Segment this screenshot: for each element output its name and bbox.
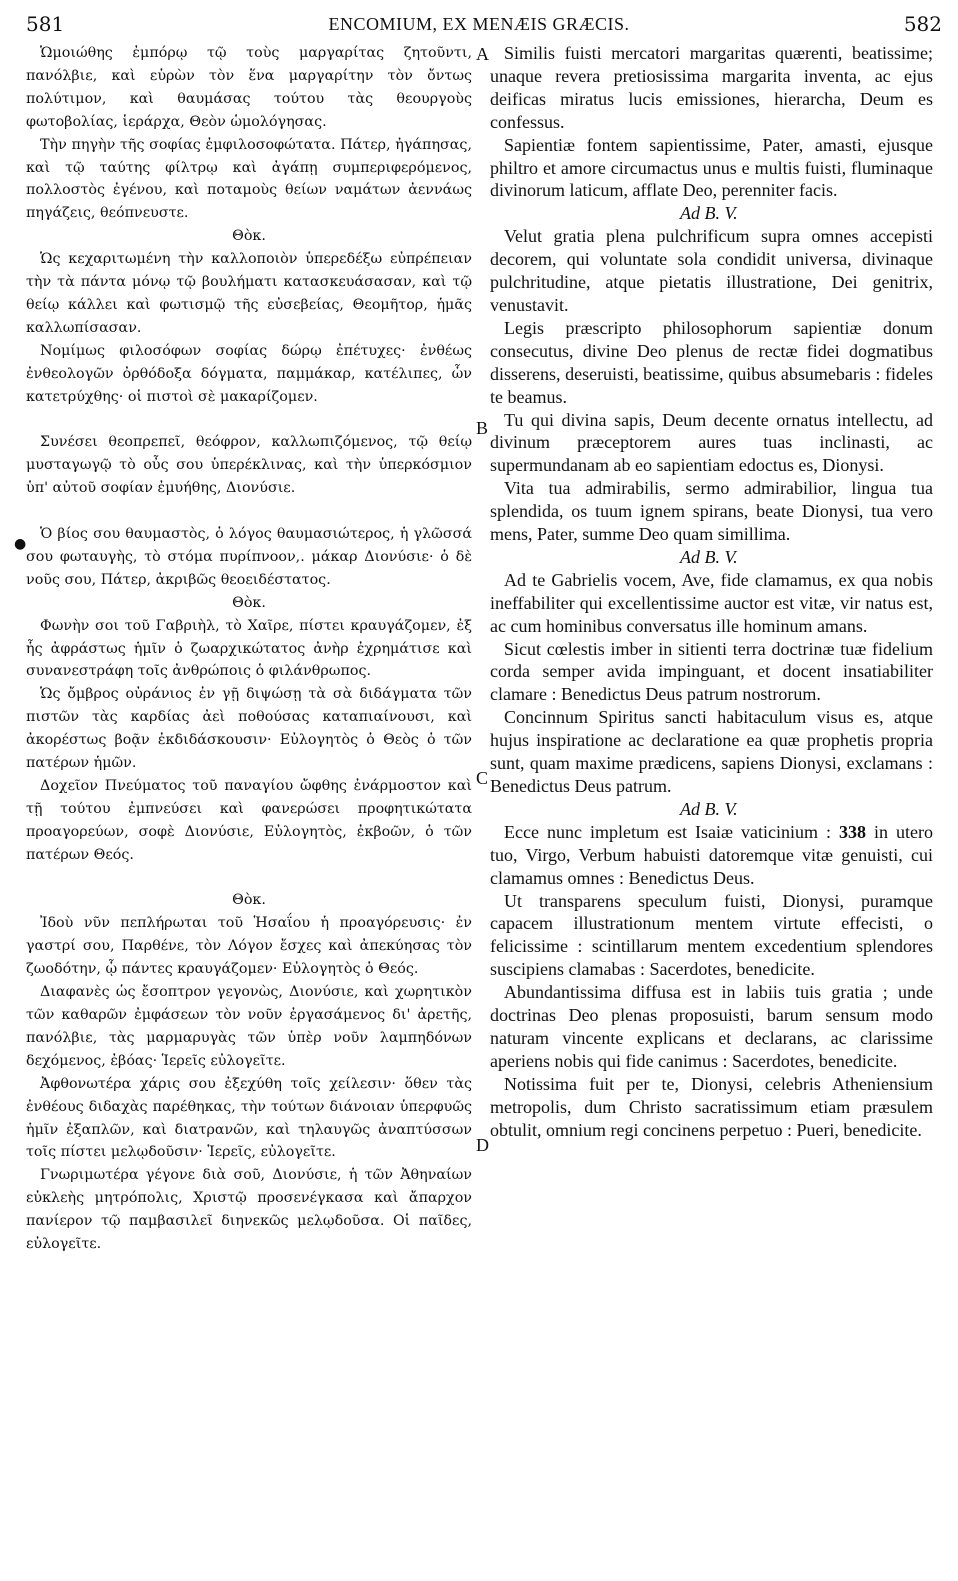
running-title: ENCOMIUM, EX MENÆIS GRÆCIS. <box>328 14 630 34</box>
ink-blot-mark: ● <box>14 536 27 552</box>
latin-paragraph: Concinnum Spiritus sancti habitaculum visus es, atque hujus inspiratione ac declaratione ea quæ prophetis propria sunt, quam maxime prædicens, sapiens Dionysi, exclamans : Benedictus Deus patrum. <box>490 707 933 796</box>
section-marker-a: A <box>476 44 489 64</box>
greek-paragraph: Ἰδοὺ νῦν πεπλήρωται τοῦ Ἡσαΐου ἡ προαγόρευσις· ἐν γαστρί σου, Παρθένε, τὸν Λόγον ἔσχες καὶ ἀπεκύησας τὸν ζωοδότην, ᾧ πάντες κραυγάζομεν· Εὐλογητὸς ὁ Θεός. <box>26 915 472 978</box>
greek-paragraph: Ὁ βίος σου θαυμαστὸς, ὁ λόγος θαυμασιώτερος, ἡ γλῶσσά σου φωταυγὴς, τὸ στόμα πυρίπνοον,. μάκαρ Διονύσιε· ὁ δὲ νοῦς σου, Πάτερ, ἀκριβῶς θεοειδέστατος. <box>26 526 472 588</box>
greek-paragraph: Ἀφθονωτέρα χάρις σου ἐξεχύθη τοῖς χείλεσιν· ὅθεν τὰς ἐνθέους διδαχὰς παρέθηκας, τὴν τούτων διάνοιαν ὑπερφυῶς ἡμῖν ἐξαπλῶν, καὶ διατρανῶν, καὶ τηλαυγῶς ἀναπτύσσων τοῖς πίστει μελῳδοῦσιν· Ἱερεῖς, εὐλογεῖτε. <box>26 1075 472 1161</box>
latin-paragraph: Tu qui divina sapis, Deum decente ornatus intellectu, ad divinum præceptorem aures tuas inclinasti, ac supermundanam ab eo sapientiam edoctus es, Dionysi. <box>490 409 933 476</box>
greek-paragraph: Ὡς κεχαριτωμένη τὴν καλλοποιὸν ὑπερεδέξω εὐπρέπειαν τὴν τὰ πάντα μόνῳ τῷ βουλήματι κατασκευάσασαν, καὶ τῷ θείῳ κάλλει καὶ φωτισμῷ τῆς εὐσεβείας, Θεομῆτορ, ἡμᾶς καλλωπίσασαν. <box>26 251 472 336</box>
greek-heading: Θὸκ. <box>232 228 266 245</box>
latin-text: in utero tuo, Virgo, Verbum habuisti datoremque vitæ genuisti, cui clamamus omnes : Benedictus Deus. <box>490 821 934 888</box>
latin-paragraph: Notissima fuit per te, Dionysi, celebris Atheniensium metropolis, dum Christo sacratissimum etiam præsulem obtulit, omnium regi concinens perpetuo : Pueri, benedicite. <box>490 1073 933 1140</box>
latin-paragraph: Vita tua admirabilis, sermo admirabilior, lingua tua splendida, os tuum ignem spirans, beate Dionysi, tua vero mens, Pater, summe Deo quam simillima. <box>490 478 933 545</box>
latin-paragraph: Ut transparens speculum fuisti, Dionysi, puramque capacem illustrationum mentem virtute effecisti, o felicissime : scintillarum mentem excedentium splendores suscipiens clamabas : Sacerdotes, benedicite. <box>490 890 933 980</box>
latin-paragraph: Sapientiæ fontem sapientissime, Pater, amasti, ejusque philtro et amore circumactus unus e multis fuisti, fluminaque divinorum laticum, afflate Deo, perenniter facis. <box>490 134 933 201</box>
greek-paragraph: Συνέσει θεοπρεπεῖ, θεόφρον, καλλωπιζόμενος, τῷ θείῳ μυσταγωγῷ τὸ οὖς σου ὑπερέκλινας, καὶ τὴν ὑπερκόσμιον ὑπ' αὐτοῦ σοφίαν ἐμυήθης, Διονύσιε. <box>26 434 472 497</box>
greek-paragraph: Διαφανὲς ὡς ἔσοπτρον γεγονὼς, Διονύσιε, καὶ χωρητικὸν τῶν καθαρῶν ἐμφάσεων τὸν νοῦν ἐργασάμενος δι' ἀρετῆς, πανόλβιε, τὰς μαρμαρυγὰς τῶν ὑπὲρ νοῦν λαμπηδόνων δεχόμενος, ἐβόας· Ἱερεῖς εὐλογεῖτε. <box>26 984 472 1069</box>
latin-paragraph: Ad te Gabrielis vocem, Ave, fide clamamus, ex qua nobis ineffabiliter qui excellentissime auctor est vitæ, vir natus est, ac cum hominibus conversatus ille hominum amans. <box>490 569 933 636</box>
section-marker-d: D <box>476 1135 489 1155</box>
greek-column <box>26 42 472 1256</box>
greek-heading: Θὸκ. <box>232 892 266 909</box>
latin-paragraph: Abundantissima diffusa est in labiis tuis gratia ; unde doctrinas Deo plenas proposuisti, barum sensum modo naturam vincente explicans et declarans, ac clarissime aperiens nobis qui fide canimus : Sacerdotes, benedicite. <box>490 982 933 1071</box>
greek-paragraph: Φωνὴν σοι τοῦ Γαβριὴλ, τὸ Χαῖρε, πίστει κραυγάζομεν, ἐξ ἧς ἀφράστως ἡμῖν ὁ ζωαρχικώτατος ἀνὴρ ἐχρημάτισε καὶ συνανεστράφη τοῖς ἀνθρώποις ὁ φιλάνθρωπος. <box>26 617 472 680</box>
section-marker-c: C <box>476 768 489 788</box>
latin-paragraph: Sicut cœlestis imber in sitienti terra doctrinæ tuæ fidelium corda semper avida impinguant, et docent insatiabiliter clamare : Benedictus Deus patrum nostrorum. <box>490 638 933 705</box>
running-header <box>0 12 958 40</box>
greek-paragraph: Τὴν πηγὴν τῆς σοφίας ἐμφιλοσοφώτατα. Πάτερ, ἠγάπησας, καὶ τῷ ταύτης φίλτρῳ καὶ ἀγάπῃ συμπεριφερόμενος, πολλοστὸς ἐγένου, καὶ ποταμοὺς θείων ναμάτων ἀεννάως πηγάζεις, θεόπνευστε. <box>26 136 472 222</box>
latin-paragraph: Legis præscripto philosophorum sapientiæ donum consecutus, divine Deo plenus de rectæ fidei dogmatibus disserens, deseruisti, beatissime, quibus absumebaris : fideles te beamus. <box>490 317 933 407</box>
latin-paragraph: Similis fuisti mercatori margaritas quærenti, beatissime; unaque revera pretiosissima margarita inventa, ac ejus deificas miratus lucis emissiones, hierarcha, Deum es confessus. <box>490 43 933 132</box>
latin-heading: Ad B. V. <box>680 546 738 567</box>
latin-heading: Ad B. V. <box>680 203 738 224</box>
latin-heading: Ad B. V. <box>680 798 738 819</box>
margin-column-number: 338 <box>839 821 866 842</box>
greek-paragraph: Δοχεῖον Πνεύματος τοῦ παναγίου ὤφθης ἐνάρμοστον καὶ τῇ τούτου ἐμπνεύσει καὶ φανερώσει προφητικώτατα προαγορεύων, σοφὲ Διονύσιε, Εὐλογητὸς, ἐκβοῶν, ὁ τῶν πατέρων Θεός. <box>26 777 472 863</box>
greek-paragraph: Ὡς ὄμβρος οὐράνιος ἐν γῇ διψώσῃ τὰ σὰ διδάγματα τῶν πιστῶν τὰς καρδίας ἀεὶ ποθούσας καταπιαίνουσι, καὶ ἀκορέστως βοᾷν ἐκδιδάσκουσιν· Εὐλογητὸς ὁ Θεὸς ὁ τῶν πατέρων ἡμῶν. <box>26 686 472 772</box>
latin-text: Ecce nunc impletum est Isaiæ vaticinium : <box>504 821 831 842</box>
latin-paragraph: Velut gratia plena pulchrificum supra omnes accepisti decorem, qui voluntate sola condidit universa, divinaque pulchritudine, atque pietatis illustratione, Dei genitrix, venustavit. <box>490 226 933 315</box>
latin-column <box>490 42 933 1142</box>
greek-paragraph: Γνωριμωτέρα γέγονε διὰ σοῦ, Διονύσιε, ἡ τῶν Ἀθηναίων εὐκλεὴς μητρόπολις, Χριστῷ προσενέγκασα καὶ ἄπαρχον πανίερον τῷ παμβασιλεῖ διηνεκῶς μελῳδοῦσα. Οἱ παῖδες, εὐλογεῖτε. <box>26 1167 472 1253</box>
greek-paragraph: Ὡμοιώθης ἐμπόρῳ τῷ τοὺς μαργαρίτας ζητοῦντι, πανόλβιε, καὶ εὑρὼν τὸν ἕνα μαργαρίτην τὸν ὄντως πολύτιμον, καὶ θαυμάσας τούτου τὰς θεουργοὺς φωτοβολίας, ἱεράρχα, Θεὸν ὡμολόγησας. <box>26 45 472 130</box>
section-marker-b: B <box>476 418 489 438</box>
page-number-right: 582 <box>903 12 942 36</box>
greek-paragraph: Νομίμως φιλοσόφων σοφίας δώρῳ ἐπέτυχες· ἐνθέως ἐνθεολογῶν ὀρθόδοξα δόγματα, παμμάκαρ, κατέλιπες, ὧν κατετρύχθης· οἱ πιστοὶ σὲ μακαρίζομεν. <box>26 342 472 405</box>
latin-paragraph <box>490 821 933 890</box>
greek-heading: Θὸκ. <box>232 594 266 611</box>
page-number-left: 581 <box>26 12 65 36</box>
